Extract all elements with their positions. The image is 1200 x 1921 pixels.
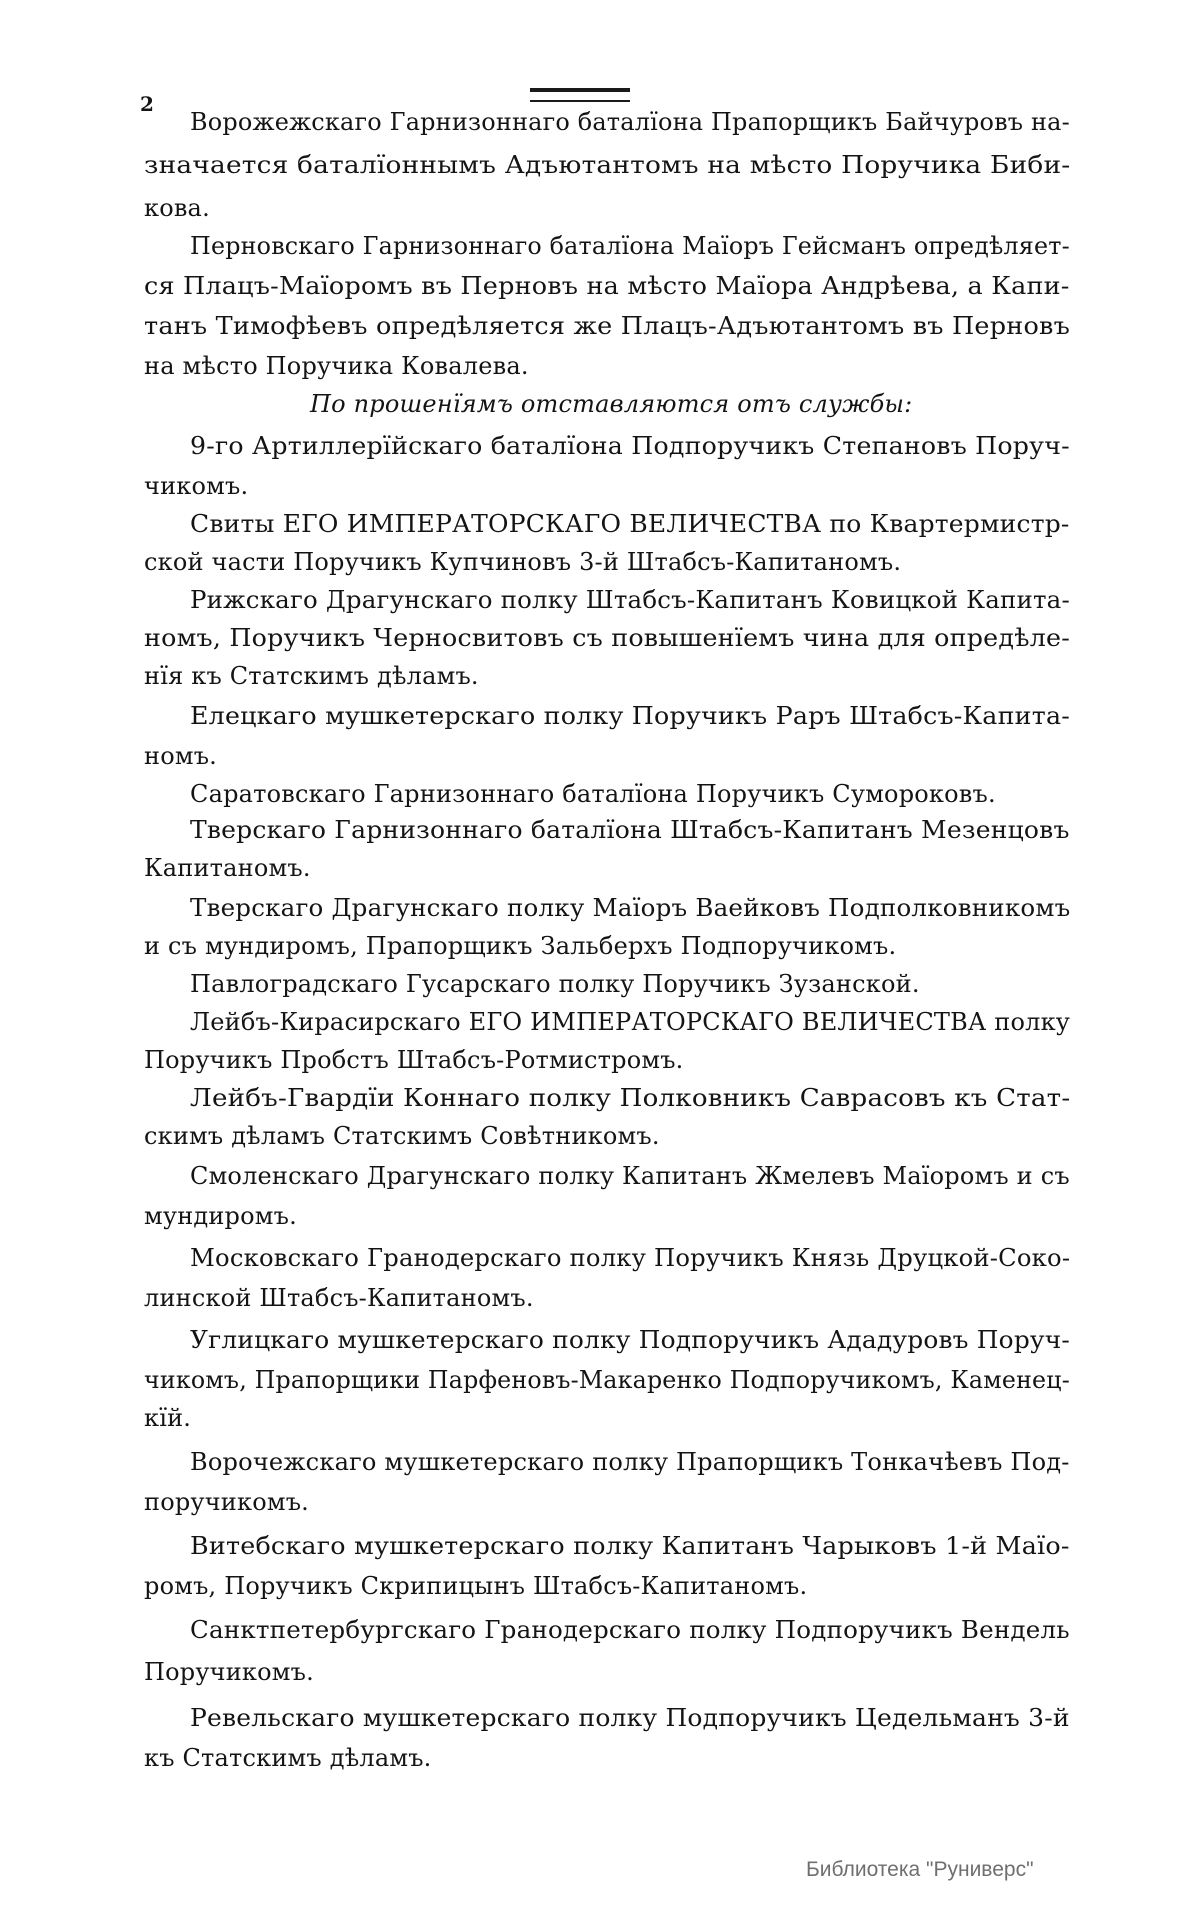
- text-line: Смоленскаго Драгунскаго полку Капитанъ Жмелевъ Маїоромъ и съ: [190, 1162, 1070, 1190]
- text-line: Капитаномъ.: [144, 854, 311, 882]
- text-line: 9-го Артиллерїйскаго баталїона Подпоручикъ Степановъ Поруч-: [190, 432, 1070, 460]
- text-line: Поручикъ Пробстъ Штабсъ-Ротмистромъ.: [144, 1046, 684, 1074]
- text-line: номъ.: [144, 742, 218, 770]
- text-line: нїя къ Статскимъ дѣламъ.: [144, 662, 479, 690]
- text-line: Тверскаго Драгунскаго полку Маїоръ Ваейковъ Подполковникомъ: [190, 894, 1071, 922]
- header-rule-bottom: [530, 100, 630, 102]
- text-line: чикомъ, Прапорщики Парфеновъ-Макаренко Подпоручикомъ, Каменец-: [144, 1366, 1070, 1394]
- text-line: Поручикомъ.: [144, 1658, 314, 1686]
- section-heading: По прошенїямъ отставляются отъ службы:: [310, 390, 913, 418]
- text-line: значается баталїоннымъ Адъютантомъ на мѣсто Поручика Биби-: [144, 151, 1071, 179]
- text-line: Рижскаго Драгунскаго полку Штабсъ-Капитанъ Ковицкой Капита-: [190, 586, 1070, 614]
- text-line: кова.: [144, 194, 210, 222]
- text-line: Ворожежскаго Гарнизоннаго баталїона Прапорщикъ Байчуровъ на-: [190, 108, 1070, 136]
- text-line: ской части Поручикъ Купчиновъ 3-й Штабсъ-Капитаномъ.: [144, 548, 902, 576]
- page-number: 2: [140, 92, 154, 116]
- text-line: къ Статскимъ дѣламъ.: [144, 1744, 432, 1772]
- text-line: Саратовскаго Гарнизоннаго баталїона Поручикъ Сумороковъ.: [190, 780, 996, 808]
- text-line: Тверскаго Гарнизоннаго баталїона Штабсъ-Капитанъ Мезенцовъ: [190, 816, 1070, 844]
- text-line: поручикомъ.: [144, 1488, 310, 1516]
- text-line: Ворочежскаго мушкетерскаго полку Прапорщикъ Тонкачѣевъ Под-: [190, 1448, 1070, 1476]
- text-line: Лейбъ-Кирасирскаго ЕГО ИМПЕРАТОРСКАГО ВЕЛИЧЕСТВА полку: [190, 1008, 1071, 1036]
- text-line: линской Штабсъ-Капитаномъ.: [144, 1284, 534, 1312]
- text-line: и съ мундиромъ, Прапорщикъ Зальберхъ Подпоручикомъ.: [144, 932, 897, 960]
- text-line: Московскаго Гранодерскаго полку Поручикъ Князь Друцкой-Соко-: [190, 1244, 1071, 1272]
- header-rule-top: [530, 88, 630, 92]
- text-line: на мѣсто Поручика Ковалева.: [144, 352, 529, 380]
- text-line: мундиромъ.: [144, 1202, 297, 1230]
- text-line: Ревельскаго мушкетерскаго полку Подпоручикъ Цедельманъ 3-й: [190, 1704, 1070, 1732]
- text-line: танъ Тимофѣевъ опредѣляется же Плацъ-Адъютантомъ въ Перновъ: [144, 312, 1071, 340]
- text-line: кїй.: [144, 1404, 192, 1432]
- text-line: Елецкаго мушкетерскаго полку Поручикъ Раръ Штабсъ-Капита-: [190, 702, 1071, 730]
- text-line: Углицкаго мушкетерскаго полку Подпоручикъ Ададуровъ Поруч-: [190, 1326, 1070, 1354]
- text-line: скимъ дѣламъ Статскимъ Совѣтникомъ.: [144, 1122, 660, 1150]
- text-line: Санктпетербургскаго Гранодерскаго полку Подпоручикъ Вендель: [190, 1616, 1070, 1644]
- text-line: Лейбъ-Гвардїи Коннаго полку Полковникъ Саврасовъ къ Стат-: [190, 1084, 1071, 1112]
- text-line: чикомъ.: [144, 472, 249, 500]
- text-line: ромъ, Поручикъ Скрипицынъ Штабсъ-Капитаномъ.: [144, 1572, 808, 1600]
- text-line: Свиты ЕГО ИМПЕРАТОРСКАГО ВЕЛИЧЕСТВА по Квартермистр-: [190, 510, 1070, 538]
- library-credit: Библиотека "Руниверс": [806, 1858, 1034, 1881]
- text-line: ся Плацъ-Маїоромъ въ Перновъ на мѣсто Маїора Андрѣева, а Капи-: [144, 272, 1070, 300]
- text-line: Витебскаго мушкетерскаго полку Капитанъ Чарыковъ 1-й Маїо-: [190, 1532, 1070, 1560]
- text-line: номъ, Поручикъ Черносвитовъ съ повышенїемъ чина для опредѣле-: [144, 624, 1070, 652]
- text-line: Павлоградскаго Гусарскаго полку Поручикъ Зузанской.: [190, 970, 920, 998]
- text-line: Перновскаго Гарнизоннаго баталїона Маїоръ Гейсманъ опредѣляет-: [190, 232, 1070, 260]
